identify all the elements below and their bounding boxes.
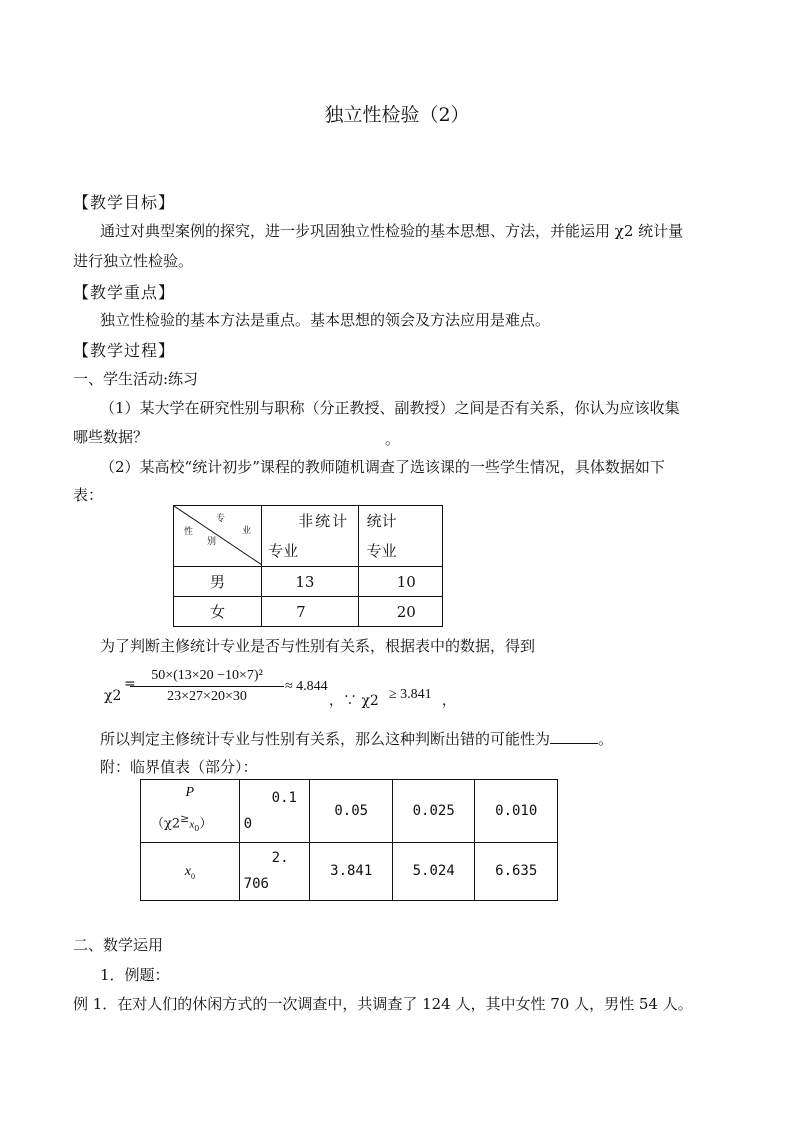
p-cond-chi: （χ2 [151,816,181,832]
p-first-a: 0.1 [271,789,297,806]
p-cond-ge: ≥ [180,812,190,825]
x-value-cell: 6.635 [475,842,558,900]
question1-end: 。 [385,430,401,448]
x-first-b: 706 [243,876,269,893]
diagonal-header-cell [174,506,262,567]
p-value-cell: 0.025 [392,780,474,843]
fraction-numerator: 50×(13×20 −10×7)² [130,668,284,687]
p-value-cell: 0.010 [475,780,558,843]
col-header-nonstat-b: 专业 [268,542,299,560]
process-heading: 【教学过程】 [73,341,176,360]
row-label: 女 [174,597,262,627]
goal-text-line1: 通过对典型案例的探究，进一步巩固独立性检验的基本思想、方法，并能运用 χ2 统计量 [100,222,684,240]
answer-blank[interactable] [550,729,598,744]
diag-right-label: 业 [242,526,252,536]
col-header-stat-b: 专业 [366,542,397,560]
x0-subscript: 0 [190,871,195,881]
p-cond-close: ） [199,816,213,832]
fraction-denominator: 23×27×20×30 [167,689,247,704]
contingency-table [173,505,443,627]
focus-text: 独立性检验的基本方法是重点。基本思想的领会及方法应用是难点。 [100,311,551,329]
conclusion-line [100,728,613,750]
x-first-a: 2. [271,850,289,867]
diag-left-label: 性 [184,527,194,537]
question1-line1: （1）某大学在研究性别与职称（分正教授、副教授）之间是否有关系，你认为应该收集 [100,399,680,417]
page-title: 独立性检验（2） [324,104,470,126]
focus-heading: 【教学重点】 [73,283,176,302]
conclusion-text: 所以判定主修统计专业与性别有关系，那么这种判断出错的可能性为 [100,730,551,748]
col-header-nonstat-a: 非统计 [298,512,350,530]
judge-line: 为了判断主修统计专业是否与性别有关系，根据表中的数据，得到 [100,637,536,655]
x0-header-cell [141,842,240,900]
because-chi: ，∵ χ2 [329,693,379,709]
diag-top-label: 专 [216,514,226,524]
chi-square-symbol: χ2 [104,688,122,704]
p-value-cell: 0.05 [310,780,392,843]
table-row [174,567,443,597]
cell-value: 20 [358,597,442,627]
x-value-cell: 3.841 [310,842,392,900]
example-label: 1．例题： [100,966,170,984]
p-cond-x: x [189,818,195,831]
question1-line2: 哪些数据？ [73,428,149,446]
approx-value: ≈ 4.844 [285,679,328,694]
table-row [174,597,443,627]
p-symbol: P [185,785,195,800]
p-cond-sub: 0 [194,823,200,833]
col-header-nonstat [262,506,358,567]
row-label: 男 [174,567,262,597]
part1-heading: 一、学生活动:练习 [73,370,199,388]
example1-text: 例 1．在对人们的休闲方式的一次调查中，共调查了 124 人，其中女性 70 人，男性 54 人。 [73,995,693,1013]
appendix-label: 附：临界值表（部分）： [100,758,258,776]
p-header-cell [141,780,240,843]
cell-value: 10 [358,567,442,597]
p-first-b: 0 [243,815,253,832]
equals-sign: = [124,676,136,692]
cell-value: 7 [262,597,358,627]
table-row [141,780,558,843]
x0-symbol: x [184,863,191,879]
x-value-cell: 5.024 [392,842,474,900]
p-condition [141,806,239,842]
table-row [141,842,558,900]
question2-line1: （2）某高校“统计初步”课程的教师随机调查了选该课的一些学生情况，具体数据如下 [100,458,665,476]
goal-heading: 【教学目标】 [73,193,176,212]
col-header-stat [358,506,442,567]
chi-square-fraction [130,668,284,705]
conclusion-end: 。 [598,730,614,748]
critical-compare: ≥ 3.841 [389,687,432,702]
formula-tail: ， [442,693,456,709]
diag-bottom-label: 别 [207,537,217,547]
goal-text-line2: 进行独立性检验。 [73,252,194,270]
part2-heading: 二、数学运用 [73,936,164,954]
question2-line2: 表： [73,486,104,504]
x-first-cell [239,842,310,900]
col-header-stat-a: 统计 [366,512,397,530]
critical-value-table [140,779,558,901]
p-first-cell [239,780,310,843]
cell-value: 13 [262,567,358,597]
